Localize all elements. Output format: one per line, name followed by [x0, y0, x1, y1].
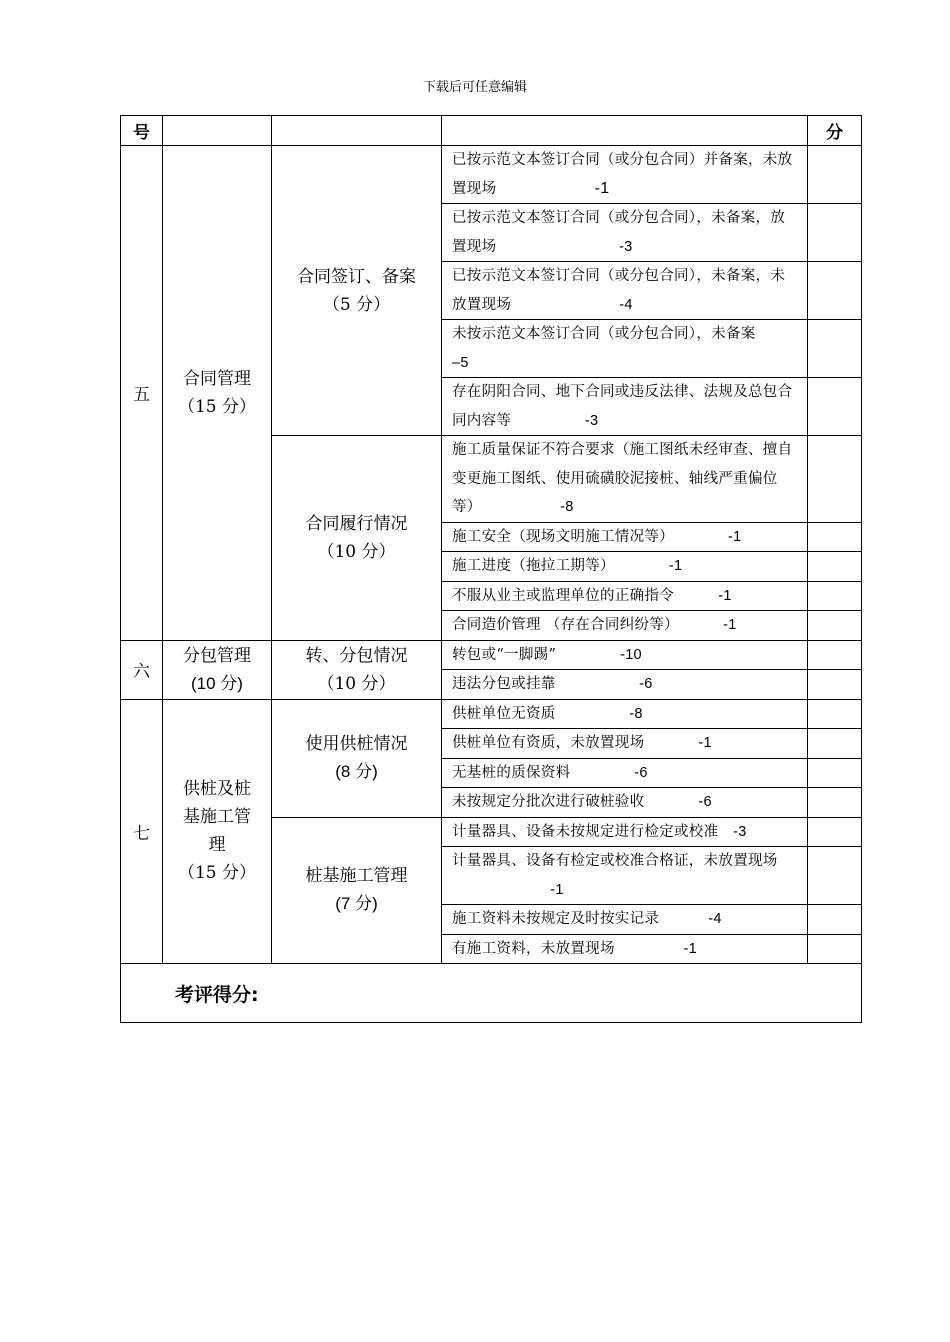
item-deduction: -6	[634, 764, 648, 781]
header-blank-cell	[272, 116, 442, 146]
category-line: 供桩及桩	[183, 779, 251, 800]
item-text: 有施工资料，未放置现场	[452, 940, 615, 957]
header-blank-cell	[442, 116, 808, 146]
subcategory-line: （5 分）	[322, 294, 391, 315]
item-text: 计量器具、设备未按规定进行检定或校准	[452, 823, 719, 840]
subcategory	[272, 436, 442, 641]
item-cell	[442, 847, 808, 905]
subcategory-line: (8 分)	[335, 762, 378, 781]
item-cell	[442, 788, 808, 818]
score-cell[interactable]	[808, 320, 862, 378]
item-deduction: -1	[698, 735, 712, 751]
item-cell	[442, 729, 808, 759]
item-text: 违法分包或挂靠	[452, 676, 556, 692]
item-cell	[442, 611, 808, 641]
category-line: （15 分）	[177, 863, 257, 884]
item-text: 施工安全（现场文明施工情况等）	[452, 528, 674, 545]
item-deduction: -1	[718, 587, 732, 604]
subcategory-line: （10 分）	[317, 673, 396, 694]
item-cell	[442, 670, 808, 700]
item-text: 供桩单位有资质，未放置现场	[452, 735, 645, 751]
subcategory	[272, 817, 442, 964]
item-deduction: -1	[550, 881, 564, 898]
item-cell	[442, 320, 808, 378]
item-text: 施工质量保证不符合要求（施工图纸未经审查、擅自变更施工图纸、使用硫磺胶泥接桩、轴线严重偏位等）	[452, 442, 793, 515]
item-cell	[442, 522, 808, 552]
score-cell[interactable]	[808, 522, 862, 552]
table-row	[121, 699, 862, 729]
subcategory	[272, 699, 442, 817]
item-cell	[442, 640, 808, 670]
score-cell[interactable]	[808, 905, 862, 935]
score-cell[interactable]	[808, 436, 862, 523]
subcategory-line: （10 分）	[317, 541, 396, 562]
section-number: 五	[121, 146, 163, 641]
table-row	[121, 146, 862, 204]
subcategory-line: 合同履行情况	[305, 513, 408, 534]
category-line: 合同管理	[183, 368, 251, 389]
item-text: 供桩单位无资质	[452, 705, 556, 722]
header-blank-cell	[163, 116, 272, 146]
score-cell[interactable]	[808, 611, 862, 641]
item-deduction: -3	[619, 238, 633, 255]
item-deduction: -10	[620, 646, 642, 663]
item-deduction: -1	[723, 617, 737, 633]
section-number: 六	[121, 640, 163, 699]
item-text: 施工进度（拖拉工期等）	[452, 558, 615, 574]
item-text: 已按示范文本签订合同（或分包合同）并备案，未放置现场	[452, 152, 793, 197]
item-cell	[442, 146, 808, 204]
header-num-cell: 号	[121, 116, 163, 146]
score-cell[interactable]	[808, 670, 862, 700]
item-text: 未按示范文本签订合同（或分包合同），未备案	[452, 326, 756, 342]
item-cell	[442, 581, 808, 611]
item-text: 无基桩的质保资料	[452, 764, 571, 781]
item-deduction: -3	[584, 412, 599, 429]
item-text: 未按规定分批次进行破桩验收	[452, 794, 645, 810]
category-line: (10 分)	[191, 673, 243, 693]
score-cell[interactable]	[808, 934, 862, 964]
subcategory-line: 转、分包情况	[305, 645, 408, 666]
item-text: 施工资料未按规定及时按实记录	[452, 911, 660, 927]
item-cell	[442, 262, 808, 320]
item-deduction: -8	[560, 499, 574, 515]
score-cell[interactable]	[808, 729, 862, 759]
score-cell[interactable]	[808, 581, 862, 611]
item-cell	[442, 934, 808, 964]
item-deduction: -4	[619, 296, 633, 313]
section-category	[163, 146, 272, 641]
score-cell[interactable]	[808, 699, 862, 729]
score-cell[interactable]	[808, 262, 862, 320]
score-cell[interactable]	[808, 552, 862, 582]
score-cell[interactable]	[808, 758, 862, 788]
item-text: 已按示范文本签订合同（或分包合同），未备案，未放置现场	[452, 268, 786, 313]
subcategory-line: (7 分)	[335, 894, 378, 914]
category-line: 分包管理	[183, 645, 251, 666]
category-line: （15 分）	[177, 396, 257, 417]
item-text: 合同造价管理 （存在合同纠纷等）	[452, 617, 679, 633]
item-deduction: -1	[728, 528, 742, 545]
item-cell	[442, 436, 808, 523]
category-line: 理	[208, 835, 226, 856]
evaluation-table	[120, 115, 862, 1023]
score-cell[interactable]	[808, 788, 862, 818]
score-cell[interactable]	[808, 817, 862, 847]
table-row	[121, 640, 862, 670]
item-cell	[442, 378, 808, 436]
item-cell	[442, 817, 808, 847]
page-header-note: 下载后可任意编辑	[422, 80, 527, 95]
score-cell[interactable]	[808, 204, 862, 262]
item-text: 计量器具、设备有检定或校准合格证，未放置现场	[452, 853, 778, 869]
section-number: 七	[121, 699, 163, 964]
item-deduction: -4	[708, 911, 722, 927]
table-header-row	[121, 116, 862, 146]
item-deduction: -1	[668, 558, 683, 574]
subcategory	[272, 146, 442, 436]
subcategory	[272, 640, 442, 699]
item-deduction: –5	[452, 354, 469, 371]
category-line: 基施工管	[183, 807, 251, 828]
score-cell[interactable]	[808, 146, 862, 204]
item-cell	[442, 204, 808, 262]
item-text: 转包或“一脚踢”	[452, 646, 557, 663]
item-cell	[442, 905, 808, 935]
item-text: 存在阴阳合同、地下合同或违反法律、法规及总包合同内容等	[452, 384, 793, 429]
subcategory-line: 使用供桩情况	[305, 734, 408, 754]
score-cell[interactable]	[808, 640, 862, 670]
item-cell	[442, 758, 808, 788]
item-text: 已按示范文本签订合同（或分包合同），未备案，放置现场	[452, 210, 786, 255]
item-deduction: -8	[629, 705, 643, 722]
section-category	[163, 699, 272, 964]
item-deduction: -6	[639, 676, 653, 692]
item-cell	[442, 552, 808, 582]
header-score-cell: 分	[808, 116, 862, 146]
deduction-gap	[496, 181, 594, 197]
item-deduction: -1	[594, 179, 610, 197]
total-score-label[interactable]: 考评得分:	[121, 964, 862, 1023]
score-cell[interactable]	[808, 378, 862, 436]
subcategory-line: 合同签订、备案	[297, 266, 416, 287]
item-cell	[442, 699, 808, 729]
item-deduction: -3	[733, 823, 747, 840]
table-footer-row	[121, 964, 862, 1023]
subcategory-line: 桩基施工管理	[305, 866, 408, 887]
score-cell[interactable]	[808, 847, 862, 905]
item-deduction: -1	[683, 940, 698, 957]
item-text: 不服从业主或监理单位的正确指令	[452, 587, 674, 604]
section-category	[163, 640, 272, 699]
item-deduction: -6	[698, 794, 712, 810]
